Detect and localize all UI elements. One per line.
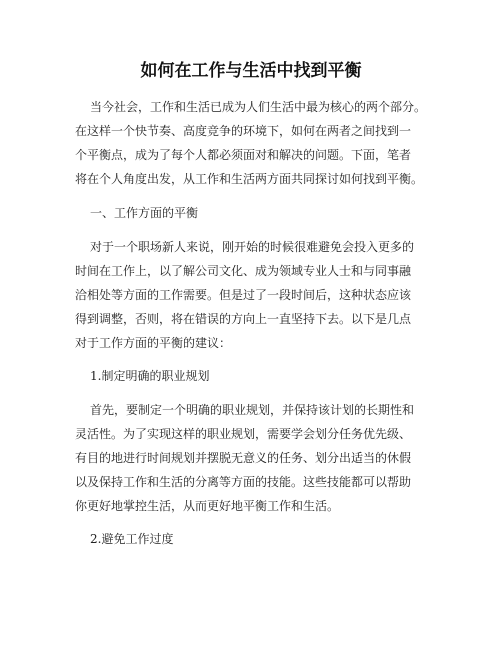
intro-line-4: 将在个人角度出发，从工作和生活两方面共同探讨如何找到平衡。 (75, 172, 424, 186)
item1-heading: 1.制定明确的职业规划 (90, 369, 210, 383)
item1-line-3: 有目的地进行时间规划并摆脱无意义的任务、划分出适当的休假 (75, 451, 412, 465)
document-title: 如何在工作与生活中找到平衡 (140, 61, 362, 81)
intro-line-2: 在这样一个快节奏、高度竞争的环境下，如何在两者之间找到一 (75, 124, 412, 138)
item1-line-5: 你更好地掌控生活，从而更好地平衡工作和生活。 (75, 499, 340, 513)
section-heading: 一、工作方面的平衡 (90, 206, 199, 220)
section1-line-1: 对于一个职场新人来说，刚开始的时候很难避免会投入更多的 (90, 240, 415, 254)
item2-heading: 2.避免工作过度 (90, 532, 174, 546)
item1-line-1: 首先，要制定一个明确的职业规划，并保持该计划的长期性和 (90, 403, 415, 417)
intro-line-1: 当今社会，工作和生活已成为人们生活中最为核心的两个部分。 (90, 100, 427, 114)
item1-line-4: 以及保持工作和生活的分离等方面的技能。这些技能都可以帮助 (75, 475, 412, 489)
section1-line-3: 洽相处等方面的工作需要。但是过了一段时间后，这种状态应该 (75, 288, 412, 302)
section1-line-5: 对于工作方面的平衡的建议： (75, 336, 232, 350)
section1-line-2: 时间在工作上，以了解公司文化、成为领域专业人士和与同事融 (75, 264, 412, 278)
intro-line-3: 个平衡点，成为了每个人都必须面对和解决的问题。下面，笔者 (75, 148, 412, 162)
section1-line-4: 得到调整，否则，将在错误的方向上一直坚持下去。以下是几点 (75, 312, 412, 326)
item1-line-2: 灵活性。为了实现这样的职业规划，需要学会划分任务优先级、 (75, 427, 412, 441)
